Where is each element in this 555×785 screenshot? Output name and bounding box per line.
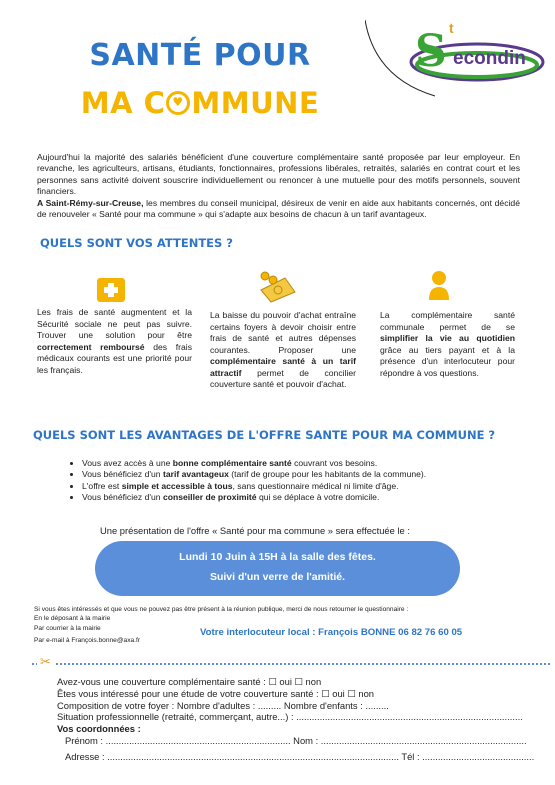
list-item: • Vous avez accès à une bonne complémentaire santé couvrant vos besoins. — [82, 458, 532, 469]
logo-text: econdin — [453, 48, 526, 69]
intro-paragraph-1: Aujourd'hui la majorité des salariés bénéficient d'une couverture complémentaire santé proposée par leur employeur. En revanche, les agriculteurs, artisans, étudiants, fonctionnaires, professions libérales, retraités, salariés en contrat court et les personnes sans activité doivent souscrire individuellement ou renoncer à une mutuelle pour des motifs personnels, souvent financiers. — [37, 152, 520, 197]
return-instructions: Si vous êtes intéressés et que vous ne pouvez pas être présent à la réunion publique, merci de nous retourner le questionnaire : En le déposant à la mairie Par courrier à la mairie Par e-mail à François.bonne@axa.fr — [34, 606, 409, 645]
person-icon — [428, 270, 450, 305]
intro-paragraph-2: A Saint-Rémy-sur-Creuse, les membres du conseil municipal, désireux de venir en aide aux habitants concernés, ont décidé de renouveler « Santé pour ma commune » qui s'adapte aux besoins de chacun à un tarif avantageux. — [37, 197, 520, 220]
page-title-line1: SANTÉ POUR — [89, 38, 311, 73]
page-title-line2: MA C ♥ MMUNE — [80, 86, 320, 120]
scissors-icon: ✂ — [37, 654, 54, 670]
cut-line — [32, 663, 550, 665]
first-aid-icon — [97, 278, 125, 302]
list-item: • Vous bénéficiez d'un tarif avantageux (tarif de groupe pour les habitants de la commune). — [82, 469, 532, 480]
money-icon — [257, 268, 297, 309]
field-household[interactable]: Composition de votre foyer : Nombre d'adultes : ......... Nombre d'enfants : ......... — [57, 699, 389, 711]
advantages-list — [70, 458, 532, 504]
coordinates-heading: Vos coordonnées : — [57, 723, 141, 735]
intro-text — [37, 152, 520, 220]
heart-icon: ♥ — [166, 91, 190, 115]
expectation-text-3: La complémentaire santé communale permet de se simplifier la vie au quotidien grâce au tiers payant et à la présence d'un interlocuteur pour répondre à vos questions. — [380, 310, 515, 378]
event-date: Lundi 10 Juin à 15H à la salle des fêtes. — [179, 551, 376, 563]
field-name[interactable]: Prénom : ....................................................................... Nom : ............................................................................... — [65, 734, 527, 746]
event-reception: Suivi d'un verre de l'amitié. — [209, 571, 346, 583]
list-item: • Vous bénéficiez d'un conseiller de proximité qui se déplace à votre domicile. — [82, 492, 532, 503]
question-study[interactable]: Êtes vous intéressé pour une étude de votre couverture santé : ☐ oui ☐ non — [57, 687, 374, 699]
section-heading-expectations: QUELS SONT VOS ATTENTES ? — [40, 236, 233, 250]
logo — [365, 18, 550, 98]
question-coverage[interactable]: Avez-vous une couverture complémentaire santé : ☐ oui ☐ non — [57, 676, 322, 687]
expectation-text-1: Les frais de santé augmentent et la Sécurité sociale ne peut pas suivre. Trouver une solution pour être correctement remboursé des frais médicaux courants est une priorité pour les français. — [37, 307, 192, 375]
event-banner — [95, 541, 460, 596]
logo-t: t — [449, 20, 454, 36]
local-contact: Votre interlocuteur local : François BONNE 06 82 76 60 05 — [200, 627, 463, 638]
list-item: • L'offre est simple et accessible à tous, sans questionnaire médical ni limite d'âge. — [82, 481, 532, 492]
presentation-intro: Une présentation de l'offre « Santé pour ma commune » sera effectuée le : — [100, 525, 410, 536]
expectation-text-2: La baisse du pouvoir d'achat entraîne certains foyers à devoir choisir entre frais de santé et autres dépenses courantes. Proposer une complémentaire santé à un tarif attractif permet de concilier couverture santé et pouvoir d'achat. — [210, 310, 356, 389]
field-address[interactable]: Adresse : ................................................................................................................ Tél : ........................................... — [65, 750, 535, 762]
section-heading-advantages: QUELS SONT LES AVANTAGES DE L'OFFRE SANTE POUR MA COMMUNE ? — [33, 428, 496, 442]
questionnaire-form — [57, 676, 547, 763]
logo-s: S — [415, 26, 447, 77]
field-situation[interactable]: Situation professionnelle (retraité, commerçant, autre...) : ....................................................................................... — [57, 711, 523, 723]
